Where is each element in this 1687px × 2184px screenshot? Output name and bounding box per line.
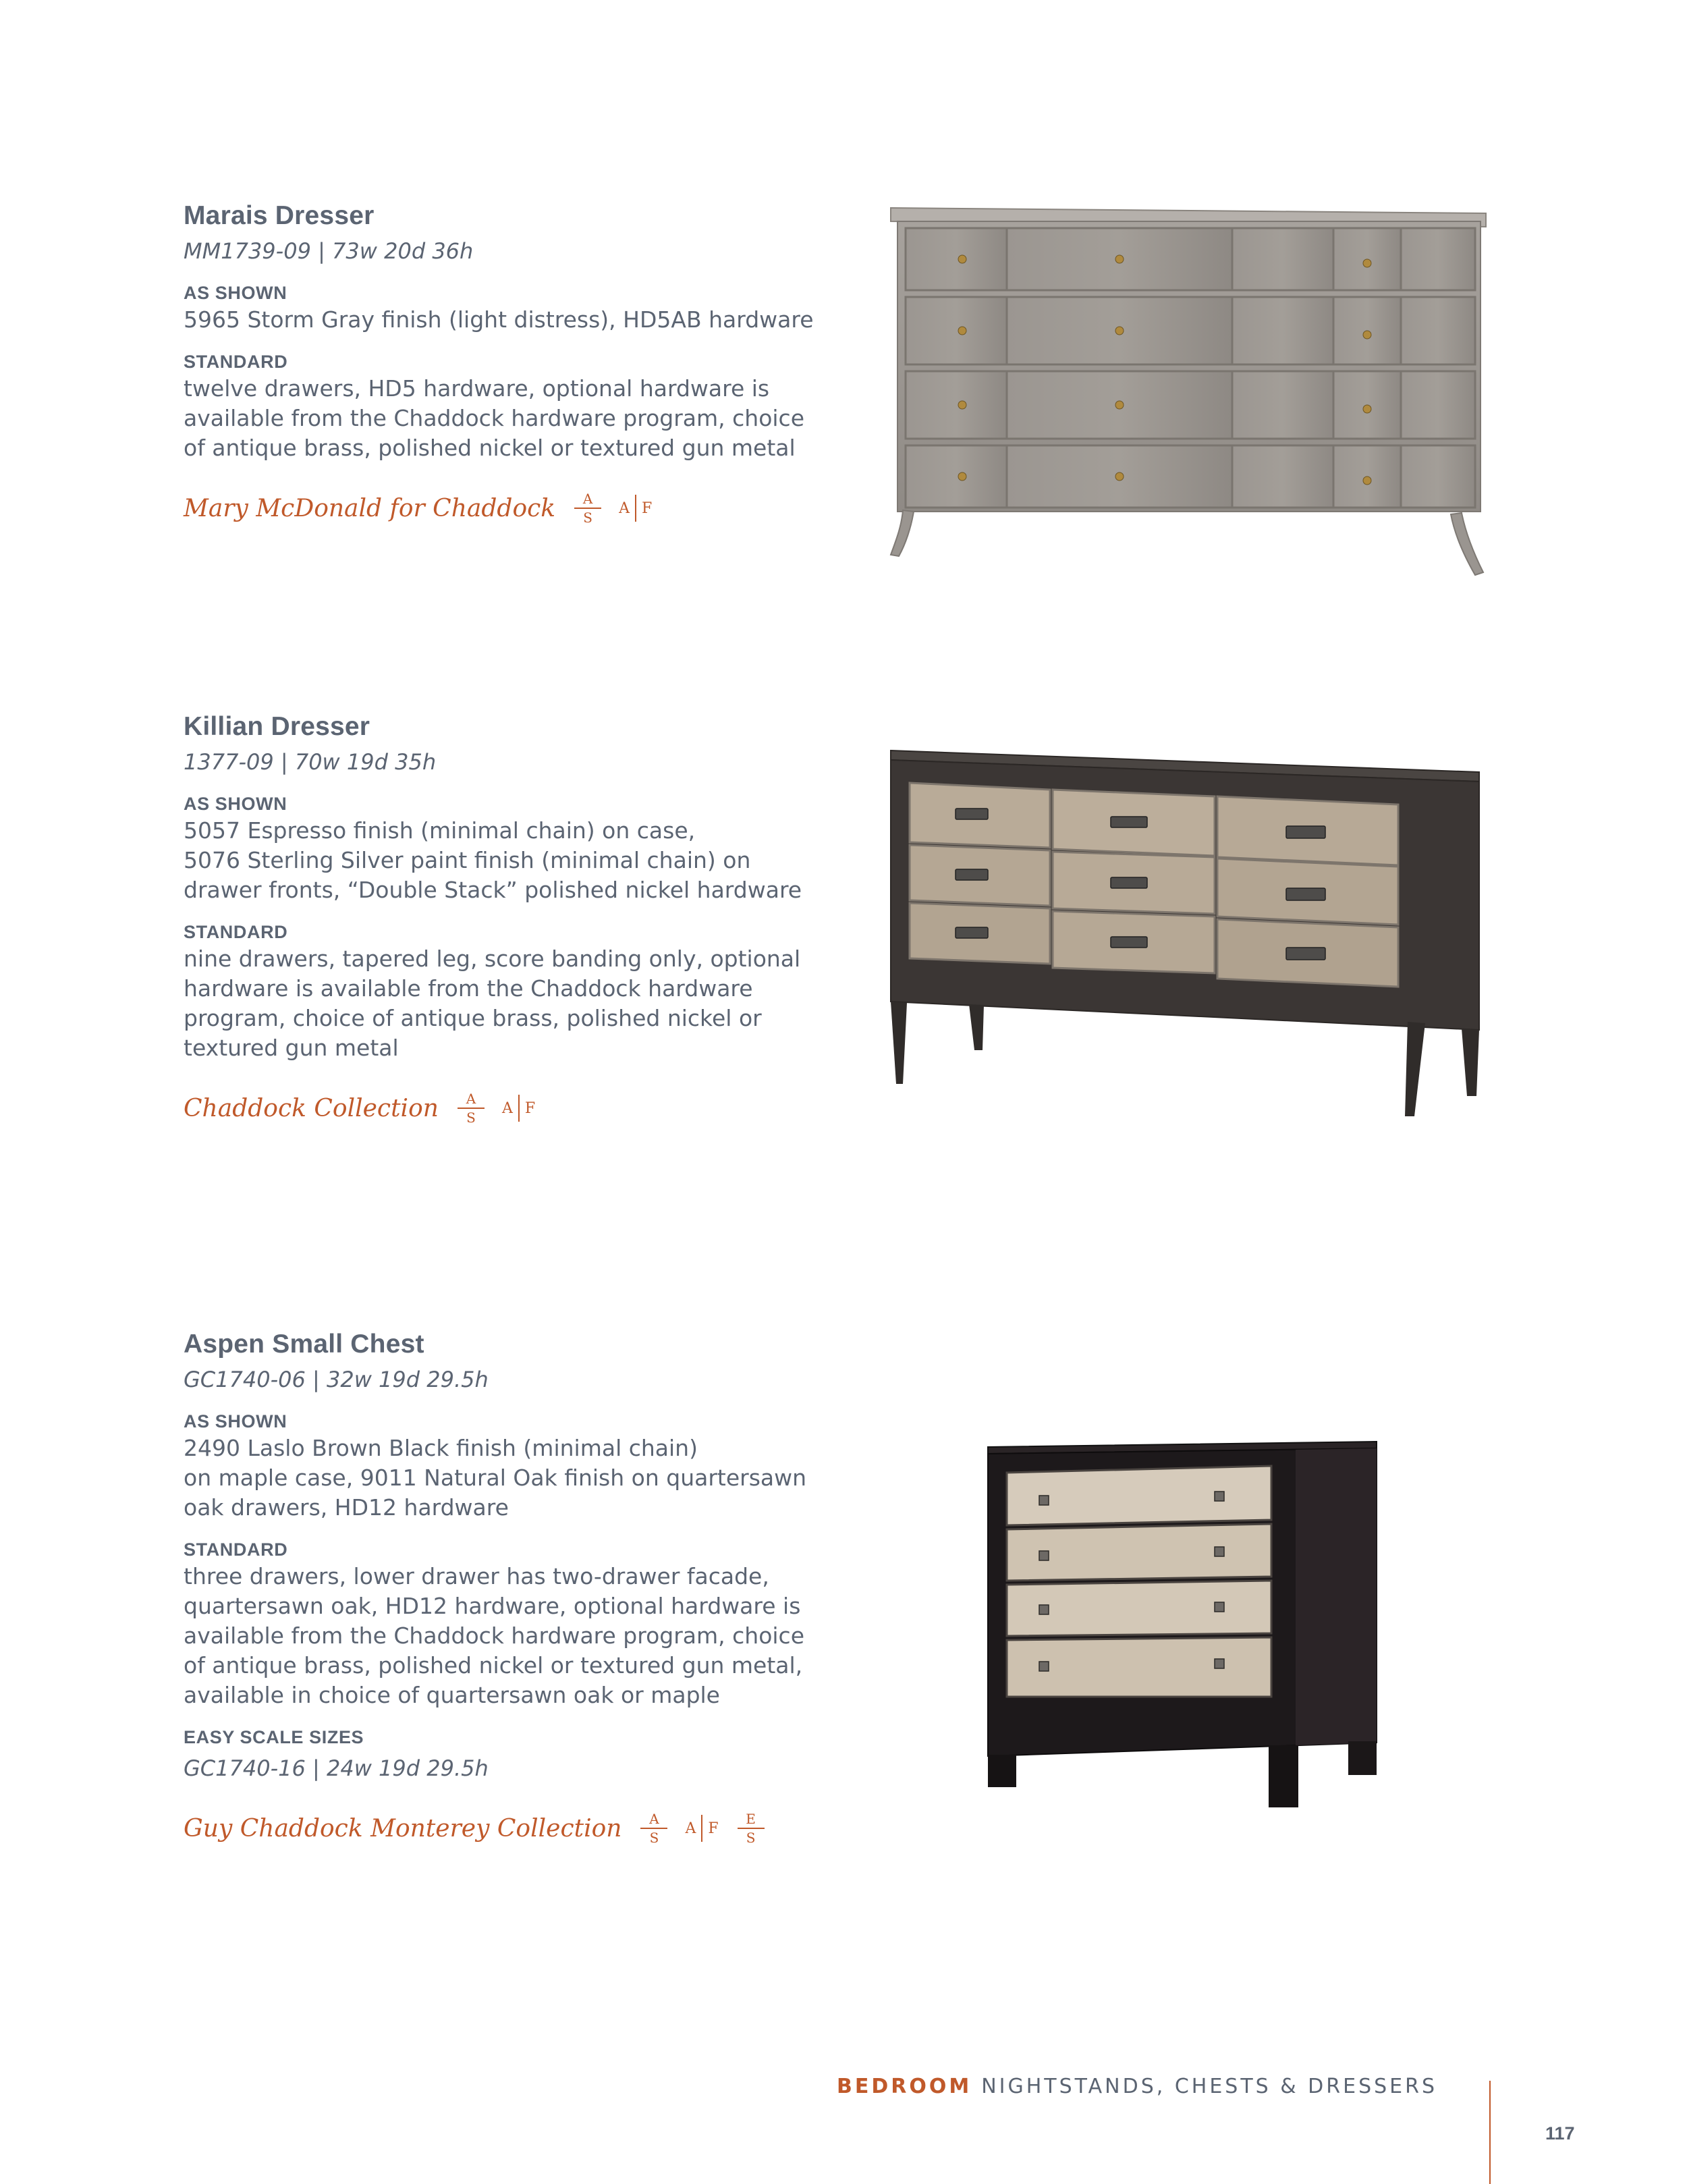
badge-top: E bbox=[746, 1811, 756, 1827]
badge-bottom: S bbox=[746, 1830, 756, 1846]
standard-line: quartersawn oak, HD12 hardware, optional hardware is bbox=[184, 1593, 801, 1619]
badge-right: F bbox=[642, 499, 653, 517]
product-sku: GC1740-06 | 32w 19d 29.5h bbox=[184, 1367, 489, 1392]
killian-dresser-image bbox=[888, 746, 1482, 1124]
standard-line: available in choice of quartersawn oak or maple bbox=[184, 1682, 720, 1708]
standard-label: STANDARD bbox=[184, 922, 288, 942]
product-killian bbox=[184, 711, 872, 1132]
footer-section-strong: BEDROOM bbox=[836, 2075, 972, 2098]
standard-line: program, choice of antique brass, polished nickel or bbox=[184, 1005, 762, 1031]
badge-top: A bbox=[582, 491, 593, 507]
badge-divider bbox=[458, 1108, 485, 1109]
as-shown-line: 2490 Laslo Brown Black finish (minimal chain) bbox=[184, 1435, 698, 1461]
as-shown-line: oak drawers, HD12 hardware bbox=[184, 1494, 509, 1521]
collection-row bbox=[184, 1805, 872, 1852]
product-name: Marais Dresser bbox=[184, 201, 375, 230]
assembled-shipping-badge bbox=[458, 1091, 485, 1125]
as-shown-label: AS SHOWN bbox=[184, 794, 287, 814]
collection-name: Guy Chaddock Monterey Collection bbox=[184, 1814, 622, 1842]
af-badge bbox=[685, 1815, 718, 1842]
badge-bottom: S bbox=[583, 510, 592, 526]
badge-left: A bbox=[501, 1099, 513, 1117]
badge-top: A bbox=[649, 1811, 659, 1827]
footer-section-title bbox=[837, 2075, 1437, 2098]
badge-bottom: S bbox=[466, 1110, 476, 1126]
collection-row bbox=[184, 1085, 872, 1132]
collection-row bbox=[184, 485, 872, 532]
standard-label: STANDARD bbox=[184, 1539, 288, 1560]
badge-divider bbox=[701, 1815, 702, 1842]
easy-scale-label: EASY SCALE SIZES bbox=[184, 1727, 364, 1747]
af-badge bbox=[619, 495, 652, 522]
standard-line: nine drawers, tapered leg, score banding only, optional bbox=[184, 946, 801, 972]
as-shown-line: 5076 Sterling Silver paint finish (minimal chain) on bbox=[184, 847, 751, 873]
af-badge bbox=[502, 1095, 535, 1122]
as-shown-label: AS SHOWN bbox=[184, 1411, 287, 1431]
standard-line: of antique brass, polished nickel or textured gun metal bbox=[184, 435, 796, 461]
product-name: Aspen Small Chest bbox=[184, 1330, 424, 1359]
standard-line: hardware is available from the Chaddock hardware bbox=[184, 975, 753, 1002]
badge-divider bbox=[518, 1095, 520, 1122]
easy-scale-sku: GC1740-16 | 24w 19d 29.5h bbox=[184, 1755, 489, 1781]
badge-left: A bbox=[685, 1820, 696, 1837]
collection-name: Mary McDonald for Chaddock bbox=[184, 494, 556, 522]
product-marais bbox=[184, 200, 872, 532]
badge-divider bbox=[574, 508, 601, 509]
assembled-shipping-badge bbox=[574, 491, 601, 525]
footer-section-rest: NIGHTSTANDS, CHESTS & DRESSERS bbox=[981, 2075, 1437, 2098]
as-shown-label: AS SHOWN bbox=[184, 283, 287, 303]
page-number: 117 bbox=[1545, 2123, 1575, 2144]
badge-divider bbox=[640, 1828, 667, 1829]
as-shown-line: drawer fronts, “Double Stack” polished nickel hardware bbox=[184, 877, 802, 903]
standard-line: textured gun metal bbox=[184, 1035, 399, 1061]
standard-line: three drawers, lower drawer has two-drawer facade, bbox=[184, 1563, 769, 1589]
product-sku: MM1739-09 | 73w 20d 36h bbox=[184, 238, 474, 264]
badge-top: A bbox=[466, 1091, 476, 1107]
standard-line: twelve drawers, HD5 hardware, optional hardware is bbox=[184, 375, 770, 402]
badge-divider bbox=[635, 495, 636, 522]
as-shown-line: 5965 Storm Gray finish (light distress), HD5AB hardware bbox=[184, 306, 814, 333]
standard-line: available from the Chaddock hardware program, choice bbox=[184, 405, 805, 431]
product-aspen bbox=[184, 1328, 872, 1852]
badge-divider bbox=[738, 1828, 765, 1829]
product-name: Killian Dresser bbox=[184, 712, 370, 741]
marais-dresser-image bbox=[888, 202, 1489, 580]
badge-left: A bbox=[619, 499, 630, 517]
aspen-small-chest-image bbox=[985, 1440, 1383, 1811]
product-sku: 1377-09 | 70w 19d 35h bbox=[184, 749, 437, 775]
collection-name: Chaddock Collection bbox=[184, 1094, 439, 1122]
as-shown-line: on maple case, 9011 Natural Oak finish on quartersawn bbox=[184, 1465, 807, 1491]
badge-right: F bbox=[708, 1820, 719, 1837]
badge-right: F bbox=[524, 1099, 536, 1117]
standard-label: STANDARD bbox=[184, 352, 288, 372]
assembled-shipping-badge bbox=[640, 1811, 667, 1845]
footer-divider bbox=[1489, 2081, 1491, 2184]
standard-line: of antique brass, polished nickel or textured gun metal, bbox=[184, 1652, 803, 1678]
as-shown-line: 5057 Espresso finish (minimal chain) on case, bbox=[184, 817, 696, 844]
standard-line: available from the Chaddock hardware program, choice bbox=[184, 1622, 805, 1649]
badge-bottom: S bbox=[649, 1830, 659, 1846]
easy-scale-badge bbox=[738, 1811, 765, 1845]
